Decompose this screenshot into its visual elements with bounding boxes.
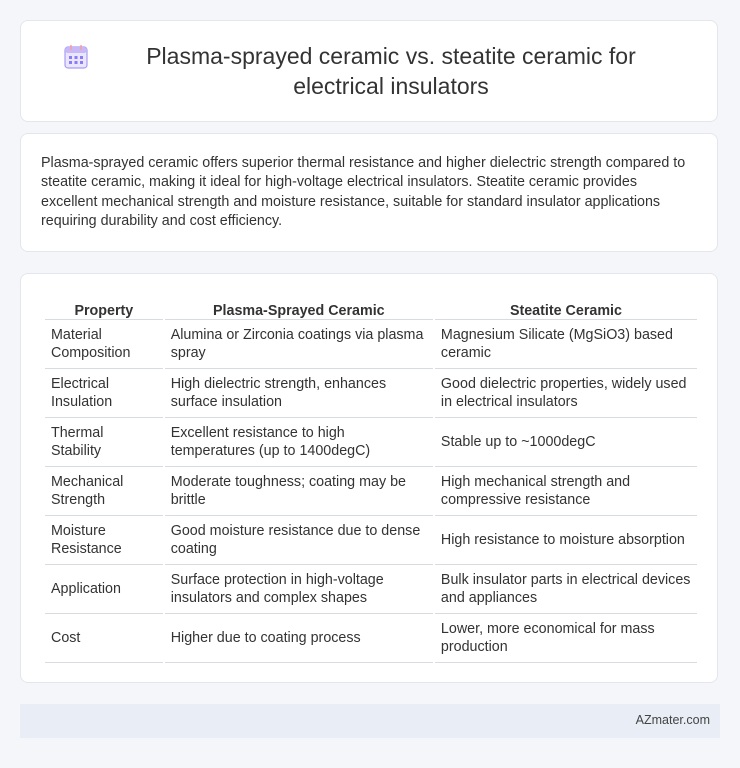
header-property: Property xyxy=(74,303,134,319)
property-cell: Thermal Stability xyxy=(45,417,163,466)
property-cell: Application xyxy=(45,564,163,613)
plasma-cell: Higher due to coating process xyxy=(165,613,433,663)
table-header-row xyxy=(45,294,697,319)
plasma-cell: Surface protection in high-voltage insulators and complex shapes xyxy=(165,564,433,613)
page-title: Plasma-sprayed ceramic vs. steatite ceramic for electrical insulators xyxy=(146,43,636,99)
property-cell: Material Composition xyxy=(45,319,163,368)
property-cell: Cost xyxy=(45,613,163,663)
comparison-card xyxy=(20,273,718,683)
plasma-cell: Moderate toughness; coating may be brittle xyxy=(165,466,433,515)
property-cell: Mechanical Strength xyxy=(45,466,163,515)
calendar-icon xyxy=(61,42,91,72)
table-row xyxy=(45,613,697,663)
steatite-cell: Good dielectric properties, widely used in electrical insulators xyxy=(435,368,697,417)
property-cell: Moisture Resistance xyxy=(45,515,163,564)
plasma-cell: High dielectric strength, enhances surface insulation xyxy=(165,368,433,417)
footer-brand-link[interactable]: AZmater.com xyxy=(635,713,710,727)
table-row xyxy=(45,466,697,515)
table-row xyxy=(45,368,697,417)
table-row xyxy=(45,564,697,613)
property-cell: Electrical Insulation xyxy=(45,368,163,417)
plasma-cell: Alumina or Zirconia coatings via plasma spray xyxy=(165,319,433,368)
steatite-cell: Stable up to ~1000degC xyxy=(435,417,697,466)
table-row xyxy=(45,417,697,466)
steatite-cell: Bulk insulator parts in electrical devices and appliances xyxy=(435,564,697,613)
table-row xyxy=(45,515,697,564)
title-card xyxy=(20,20,718,122)
plasma-cell: Excellent resistance to high temperatures (up to 1400degC) xyxy=(165,417,433,466)
steatite-cell: Magnesium Silicate (MgSiO3) based ceramic xyxy=(435,319,697,368)
steatite-cell: High mechanical strength and compressive resistance xyxy=(435,466,697,515)
steatite-cell: Lower, more economical for mass production xyxy=(435,613,697,663)
comparison-table xyxy=(43,294,699,663)
footer-bar xyxy=(20,704,720,738)
steatite-cell: High resistance to moisture absorption xyxy=(435,515,697,564)
summary-text: Plasma-sprayed ceramic offers superior thermal resistance and higher dielectric strength compared to steatite ceramic, making it ideal for high-voltage electrical insulators. Steatite ceramic provides excellent mechanical strength and moisture resistance, suitable for standard insulator applications requiring durability and cost efficiency. xyxy=(41,155,686,229)
header-plasma-sprayed: Plasma-Sprayed Ceramic xyxy=(212,303,385,319)
plasma-cell: Good moisture resistance due to dense coating xyxy=(165,515,433,564)
header-steatite: Steatite Ceramic xyxy=(509,303,622,319)
summary-card xyxy=(20,133,718,252)
table-row xyxy=(45,319,697,368)
